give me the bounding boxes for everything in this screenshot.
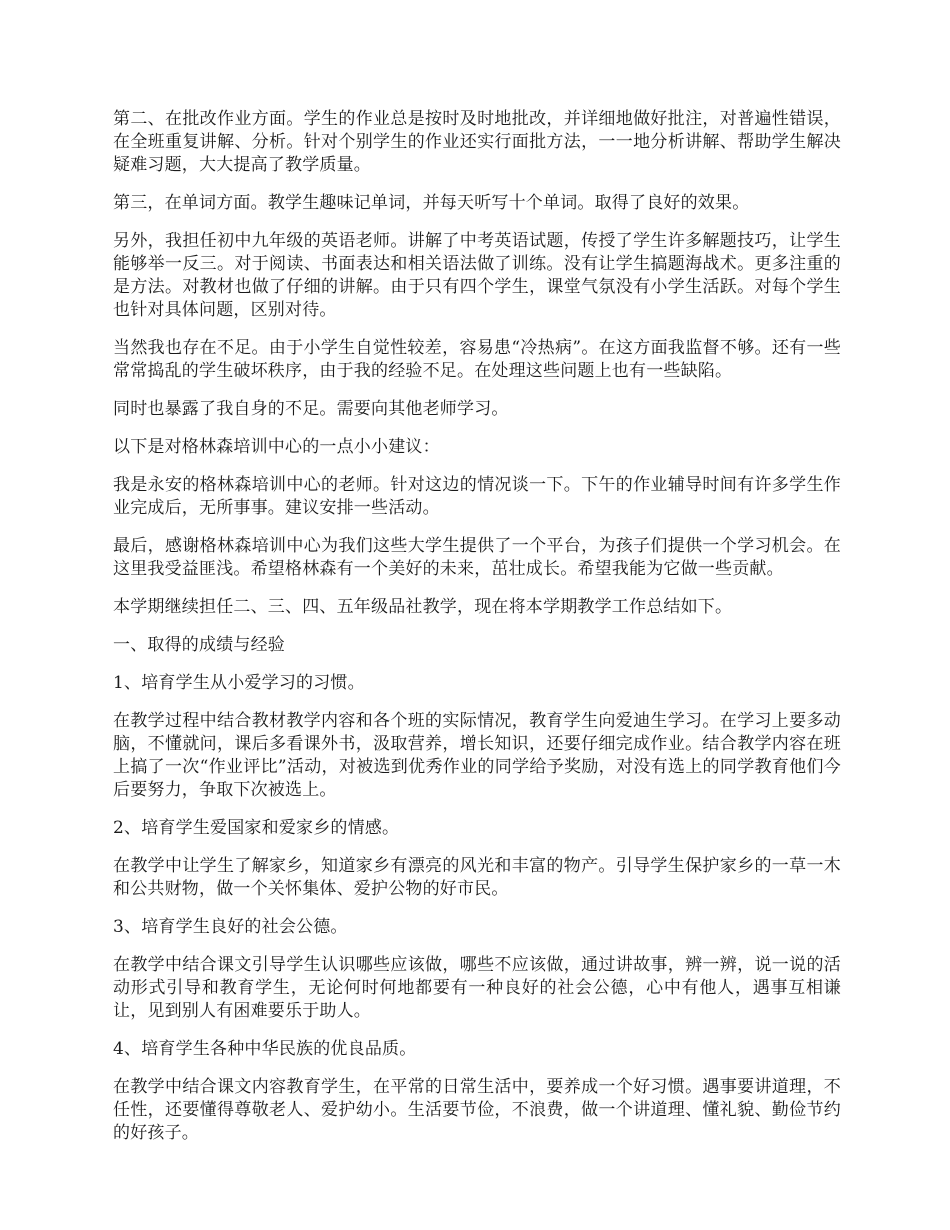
section-heading-achievements: 一、取得的成绩与经验: [113, 635, 285, 655]
paragraph-social-ethics: 在教学中结合课文引导学生认识哪些应该做，哪些不应该做，通过讲故事，辨一辨，说一说的活动形式引导和教育学生，无论何时何地都要有一种良好的社会公德，心中有他人，遇事互相谦让，见到别人有困难要乐于助人。: [113, 955, 841, 1021]
paragraph-patriotism: 在教学中让学生了解家乡，知道家乡有漂亮的风光和丰富的物产。引导学生保护家乡的一草一木和公共财物，做一个关怀集体、爱护公物的好市民。: [113, 856, 841, 899]
paragraph-learning-habits: 在教学过程中结合教材教学内容和各个班的实际情况，教育学生向爱迪生学习。在学习上要多动脑，不懂就问，课后多看课外书，汲取营养，增长知识，还要仔细完成作业。结合教学内容在班上搞了一次“作业评比”活动，对被选到优秀作业的同学给予奖励，对没有选上的同学教育他们今后要努力，争取下次被选上。: [113, 711, 841, 800]
paragraph-grade-nine-english: 另外，我担任初中九年级的英语老师。讲解了中考英语试题，传授了学生许多解题技巧，让学生能够举一反三。对于阅读、书面表达和相关语法做了训练。没有让学生搞题海战术。更多注重的是方法。对教材也做了仔细的讲解。由于只有四个学生，课堂气氛没有小学生活跃。对每个学生也针对具体问题，区别对待。: [113, 231, 841, 320]
subheading-virtues: 4、培育学生各种中华民族的优良品质。: [113, 1039, 417, 1059]
paragraph-virtues: 在教学中结合课文内容教育学生，在平常的日常生活中，要养成一个好习惯。遇事要讲道理，不任性，还要懂得尊敬老人、爱护幼小。生活要节俭，不浪费，做一个讲道理、懂礼貌、勤俭节约的好孩子。: [113, 1077, 841, 1143]
subheading-patriotism: 2、培育学生爱国家和爱家乡的情感。: [113, 818, 400, 838]
paragraph-semester-summary-intro: 本学期继续担任二、三、四、五年级品社教学，现在将本学期教学工作总结如下。: [113, 597, 733, 617]
paragraph-shortcomings: 当然我也存在不足。由于小学生自觉性较差，容易患“冷热病”。在这方面我监督不够。还有一些常常捣乱的学生破坏秩序，由于我的经验不足。在处理这些问题上也有一些缺陷。: [113, 338, 841, 381]
paragraph-vocabulary: 第三，在单词方面。教学生趣味记单词，并每天听写十个单词。取得了良好的效果。: [113, 193, 750, 213]
subheading-learning-habits: 1、培育学生从小爱学习的习惯。: [113, 673, 365, 693]
subheading-social-ethics: 3、培育学生良好的社会公德。: [113, 917, 348, 937]
document-body: [113, 108, 841, 1160]
paragraph-homework-correction: 第二、在批改作业方面。学生的作业总是按时及时地批改，并详细地做好批注，对普遍性错误，在全班重复讲解、分析。针对个别学生的作业还实行面批方法，一一地分析讲解、帮助学生解决疑难习题，大大提高了教学质量。: [113, 109, 841, 175]
paragraph-thanks: 最后，感谢格林森培训中心为我们这些大学生提供了一个平台，为孩子们提供一个学习机会。在这里我受益匪浅。希望格林森有一个美好的未来，茁壮成长。希望我能为它做一些贡献。: [113, 536, 841, 579]
paragraph-suggestion-intro: 以下是对格林森培训中心的一点小小建议：: [113, 437, 440, 457]
paragraph-suggestion: 我是永安的格林森培训中心的老师。针对这边的情况谈一下。下午的作业辅导时间有许多学生作业完成后，无所事事。建议安排一些活动。: [113, 475, 841, 518]
paragraph-self-reflection: 同时也暴露了我自身的不足。需要向其他老师学习。: [113, 399, 509, 419]
